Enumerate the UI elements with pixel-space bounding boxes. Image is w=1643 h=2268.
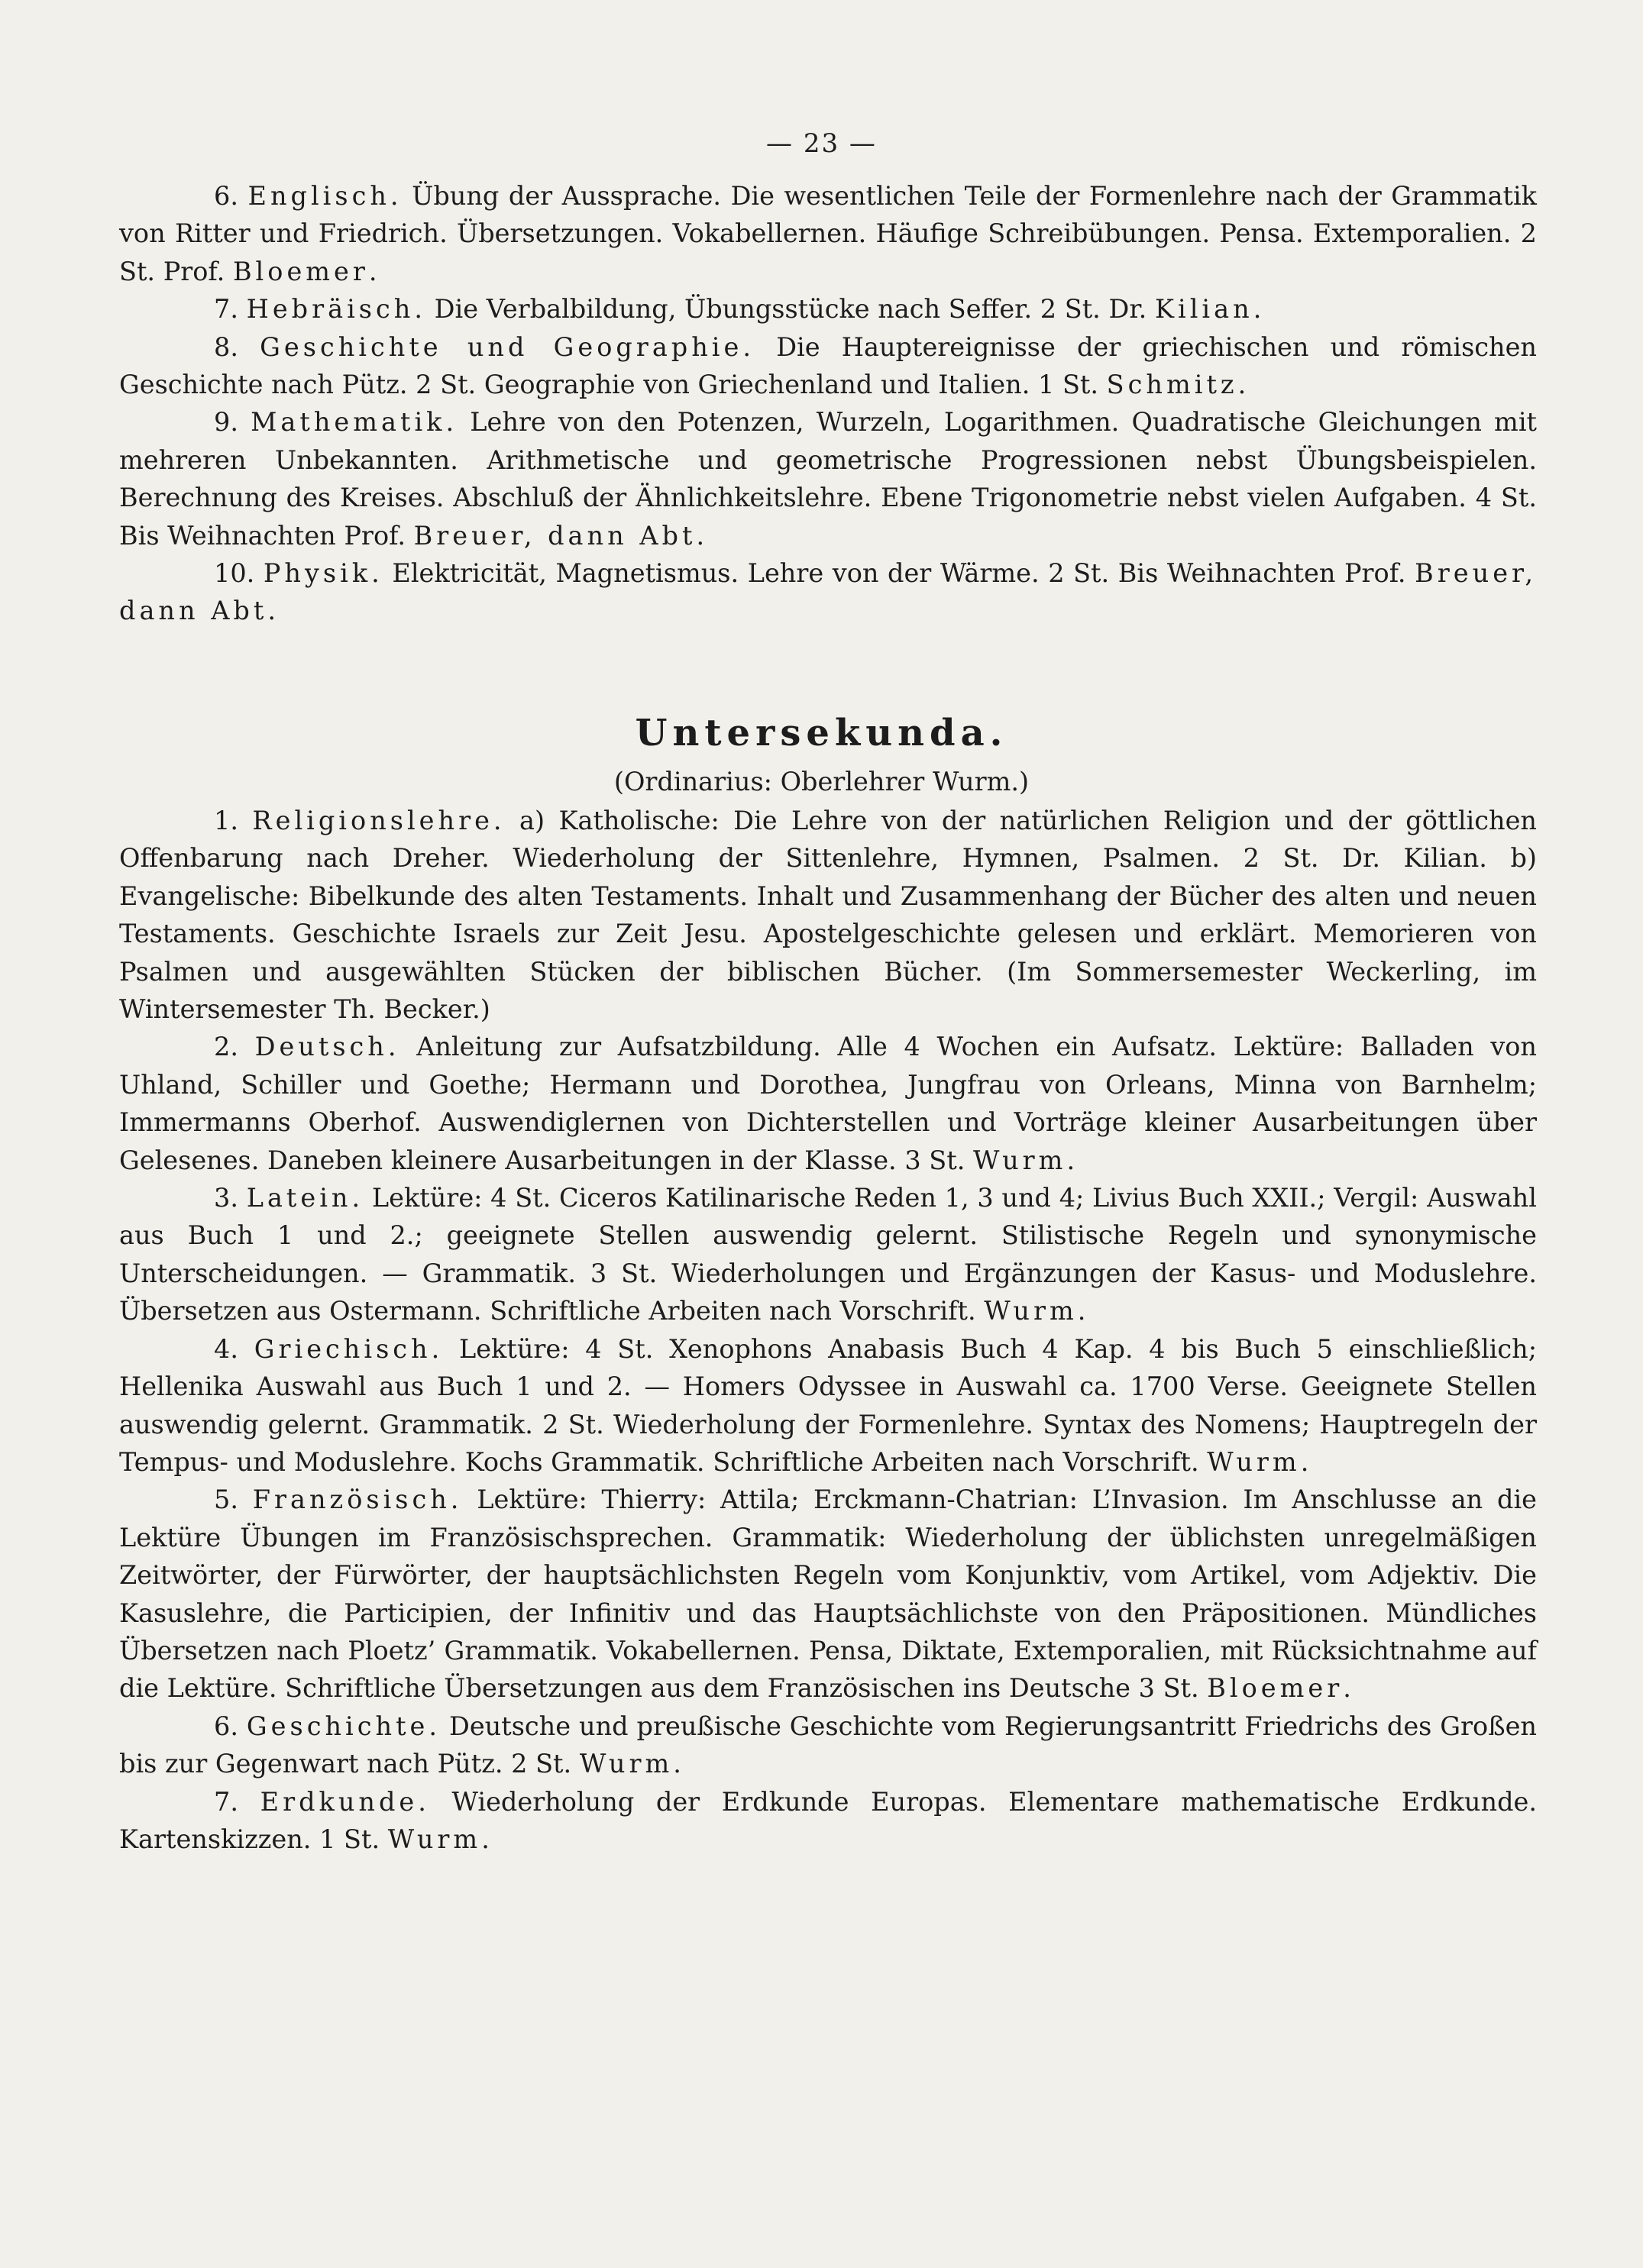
teacher-name: Schmitz xyxy=(1106,370,1238,400)
teacher-name: Kilian xyxy=(1154,294,1253,325)
teacher-name: Wurm xyxy=(973,1145,1067,1175)
subject-label: Französisch. xyxy=(252,1485,463,1515)
subject-label: Physik. xyxy=(263,558,383,589)
paragraph-geschichte: 6. Geschichte. Deutsche und preußische Geschichte vom Regierungsantritt Friedrichs des Großen bis zur Gegenwart nach Pütz. 2 St. Wurm. xyxy=(119,1711,1538,1779)
subject-label: Erdkunde. xyxy=(260,1786,430,1817)
page-number: — 23 — xyxy=(766,128,877,159)
teacher-name: Bloemer xyxy=(232,256,369,286)
subject-label: Hebräisch. xyxy=(246,294,426,325)
section-title: Untersekunda. xyxy=(635,712,1008,754)
subject-label: Mathematik. xyxy=(251,407,458,438)
section-untersekunda xyxy=(119,802,1537,1858)
subject-label: Englisch. xyxy=(247,181,403,211)
paragraph-mathematik: 9. Mathematik. Lehre von den Potenzen, Wurzeln, Logarithmen. Quadratische Gleichungen mit mehreren Unbekannten. Arithmetische und geometrische Progressionen nebst Übungsbeispielen. Berechnung des Kreises. Abschluß der Ähnlichkeitslehre. Ebene Trigonometrie nebst vielen Aufgaben. 4 St. Bis Weihnachten Prof. Breuer, dann Abt. xyxy=(119,407,1537,551)
paragraph-physik: 10. Physik. Elektricität, Magnetismus. Lehre von der Wärme. 2 St. Bis Weihnachten Prof. Breuer, dann Abt. xyxy=(119,558,1537,626)
paragraph-englisch: 6. Englisch. Übung der Aussprache. Die wesentlichen Teile der Formenlehre nach der Grammatik von Ritter und Friedrich. Übersetzungen. Vokabellernen. Häufige Schreibübungen. Pensa. Extemporalien. 2 St. Prof. Bloemer. xyxy=(119,181,1537,286)
teacher-name: Breuer, dann Abt xyxy=(413,520,697,551)
paragraph-deutsch: 2. Deutsch. Anleitung zur Aufsatzbildung. Alle 4 Wochen ein Aufsatz. Lektüre: Balladen von Uhland, Schiller und Goethe; Hermann und Dorothea, Jungfrau von Orleans, Minna von Barnhelm; Immermanns Oberhof. Auswendiglernen von Dichterstellen und Vorträge kleiner Ausarbeitungen über Gelesenes. Daneben kleinere Ausarbeitungen in der Klasse. 3 St. Wurm. xyxy=(119,1032,1538,1175)
section-obersekunda-continued xyxy=(119,177,1537,630)
paragraph-geschichte-geographie: 8. Geschichte und Geographie. Die Hauptereignisse der griechischen und römischen Geschichte nach Pütz. 2 St. Geographie von Griechenland und Italien. 1 St. Schmitz. xyxy=(119,331,1537,400)
teacher-name: Wurm xyxy=(579,1749,674,1779)
subject-label: Deutsch. xyxy=(254,1032,400,1062)
subject-label: Religionslehre. xyxy=(252,806,506,835)
subject-label: Geschichte. xyxy=(246,1711,441,1741)
paragraph-franzoesisch: 5. Französisch. Lektüre: Thierry: Attila; Erckmann-Chatrian: L’Invasion. Im Anschlusse an die Lektüre Übungen im Französischsprechen. Grammatik: Wiederholung der üblichsten unregelmäßigen Zeitwörter, der Fürwörter, der hauptsächlichsten Regeln vom Konjunktiv, vom Artikel, vom Adjektiv. Die Kasuslehre, die Participien, der Infinitiv und das Hauptsächlichste von den Präpositionen. Mündliches Übersetzen nach Ploetz’ Grammatik. Vokabellernen. Pensa, Diktate, Extemporalien, mit Rücksichtnahme auf die Lektüre. Schriftliche Übersetzungen aus dem Französischen ins Deutsche 3 St. Bloemer. xyxy=(119,1485,1538,1704)
paragraph-griechisch: 4. Griechisch. Lektüre: 4 St. Xenophons Anabasis Buch 4 Kap. 4 bis Buch 5 einschließlich; Hellenika Auswahl aus Buch 1 und 2. — Homers Odyssee in Auswahl ca. 1700 Verse. Geeignete Stellen auswendig gelernt. Grammatik. 2 St. Wiederholung der Formenlehre. Syntax des Nomens; Hauptregeln der Tempus- und Moduslehre. Kochs Grammatik. Schriftliche Arbeiten nach Vorschrift. Wurm. xyxy=(119,1333,1538,1477)
teacher-name: Wurm xyxy=(1207,1446,1301,1477)
paragraph-latein: 3. Latein. Lektüre: 4 St. Ciceros Katilinarische Reden 1, 3 und 4; Livius Buch XXII.; Vergil: Auswahl aus Buch 1 und 2.; geeignete Stellen auswendig gelernt. Stilistische Regeln und synonymische Unterscheidungen. — Grammatik. 3 St. Wiederholungen und Ergänzungen der Kasus- und Moduslehre. Übersetzen aus Ostermann. Schriftliche Arbeiten nach Vorschrift. Wurm. xyxy=(119,1183,1537,1326)
subject-label: Latein. xyxy=(246,1183,364,1213)
subject-label: Geschichte und Geographie. xyxy=(260,331,755,362)
teacher-name: Bloemer xyxy=(1207,1673,1344,1704)
paragraph-hebraeisch: 7. Hebräisch. Die Verbalbildung, Übungsstücke nach Seffer. 2 St. Dr. Kilian. xyxy=(214,294,1262,325)
teacher-name: Wurm xyxy=(387,1824,482,1854)
paragraph-erdkunde: 7. Erdkunde. Wiederholung der Erdkunde Europas. Elementare mathematische Erdkunde. Kartenskizzen. 1 St. Wurm. xyxy=(119,1786,1538,1854)
paragraph-religionslehre: 1. Religionslehre. a) Katholische: Die Lehre von der natürlichen Religion und der göttlichen Offenbarung nach Dreher. Wiederholung der Sittenlehre, Hymnen, Psalmen. 2 St. Dr. Kilian. b) Evangelische: Bibelkunde des alten Testaments. Inhalt und Zusammenhang der Bücher des alten und neuen Testaments. Geschichte Israels zur Zeit Jesu. Apostelgeschichte gelesen und erklärt. Memorieren von Psalmen und ausgewählten Stücken der biblischen Bücher. (Im Sommersemester Weckerling, im Wintersemester Th. Becker.) xyxy=(119,806,1537,1025)
teacher-name: Breuer, dann Abt xyxy=(119,558,1537,626)
subject-label: Griechisch. xyxy=(254,1333,444,1364)
teacher-name: Wurm xyxy=(984,1296,1078,1326)
section-subtitle: (Ordinarius: Oberlehrer Wurm.) xyxy=(613,767,1030,796)
